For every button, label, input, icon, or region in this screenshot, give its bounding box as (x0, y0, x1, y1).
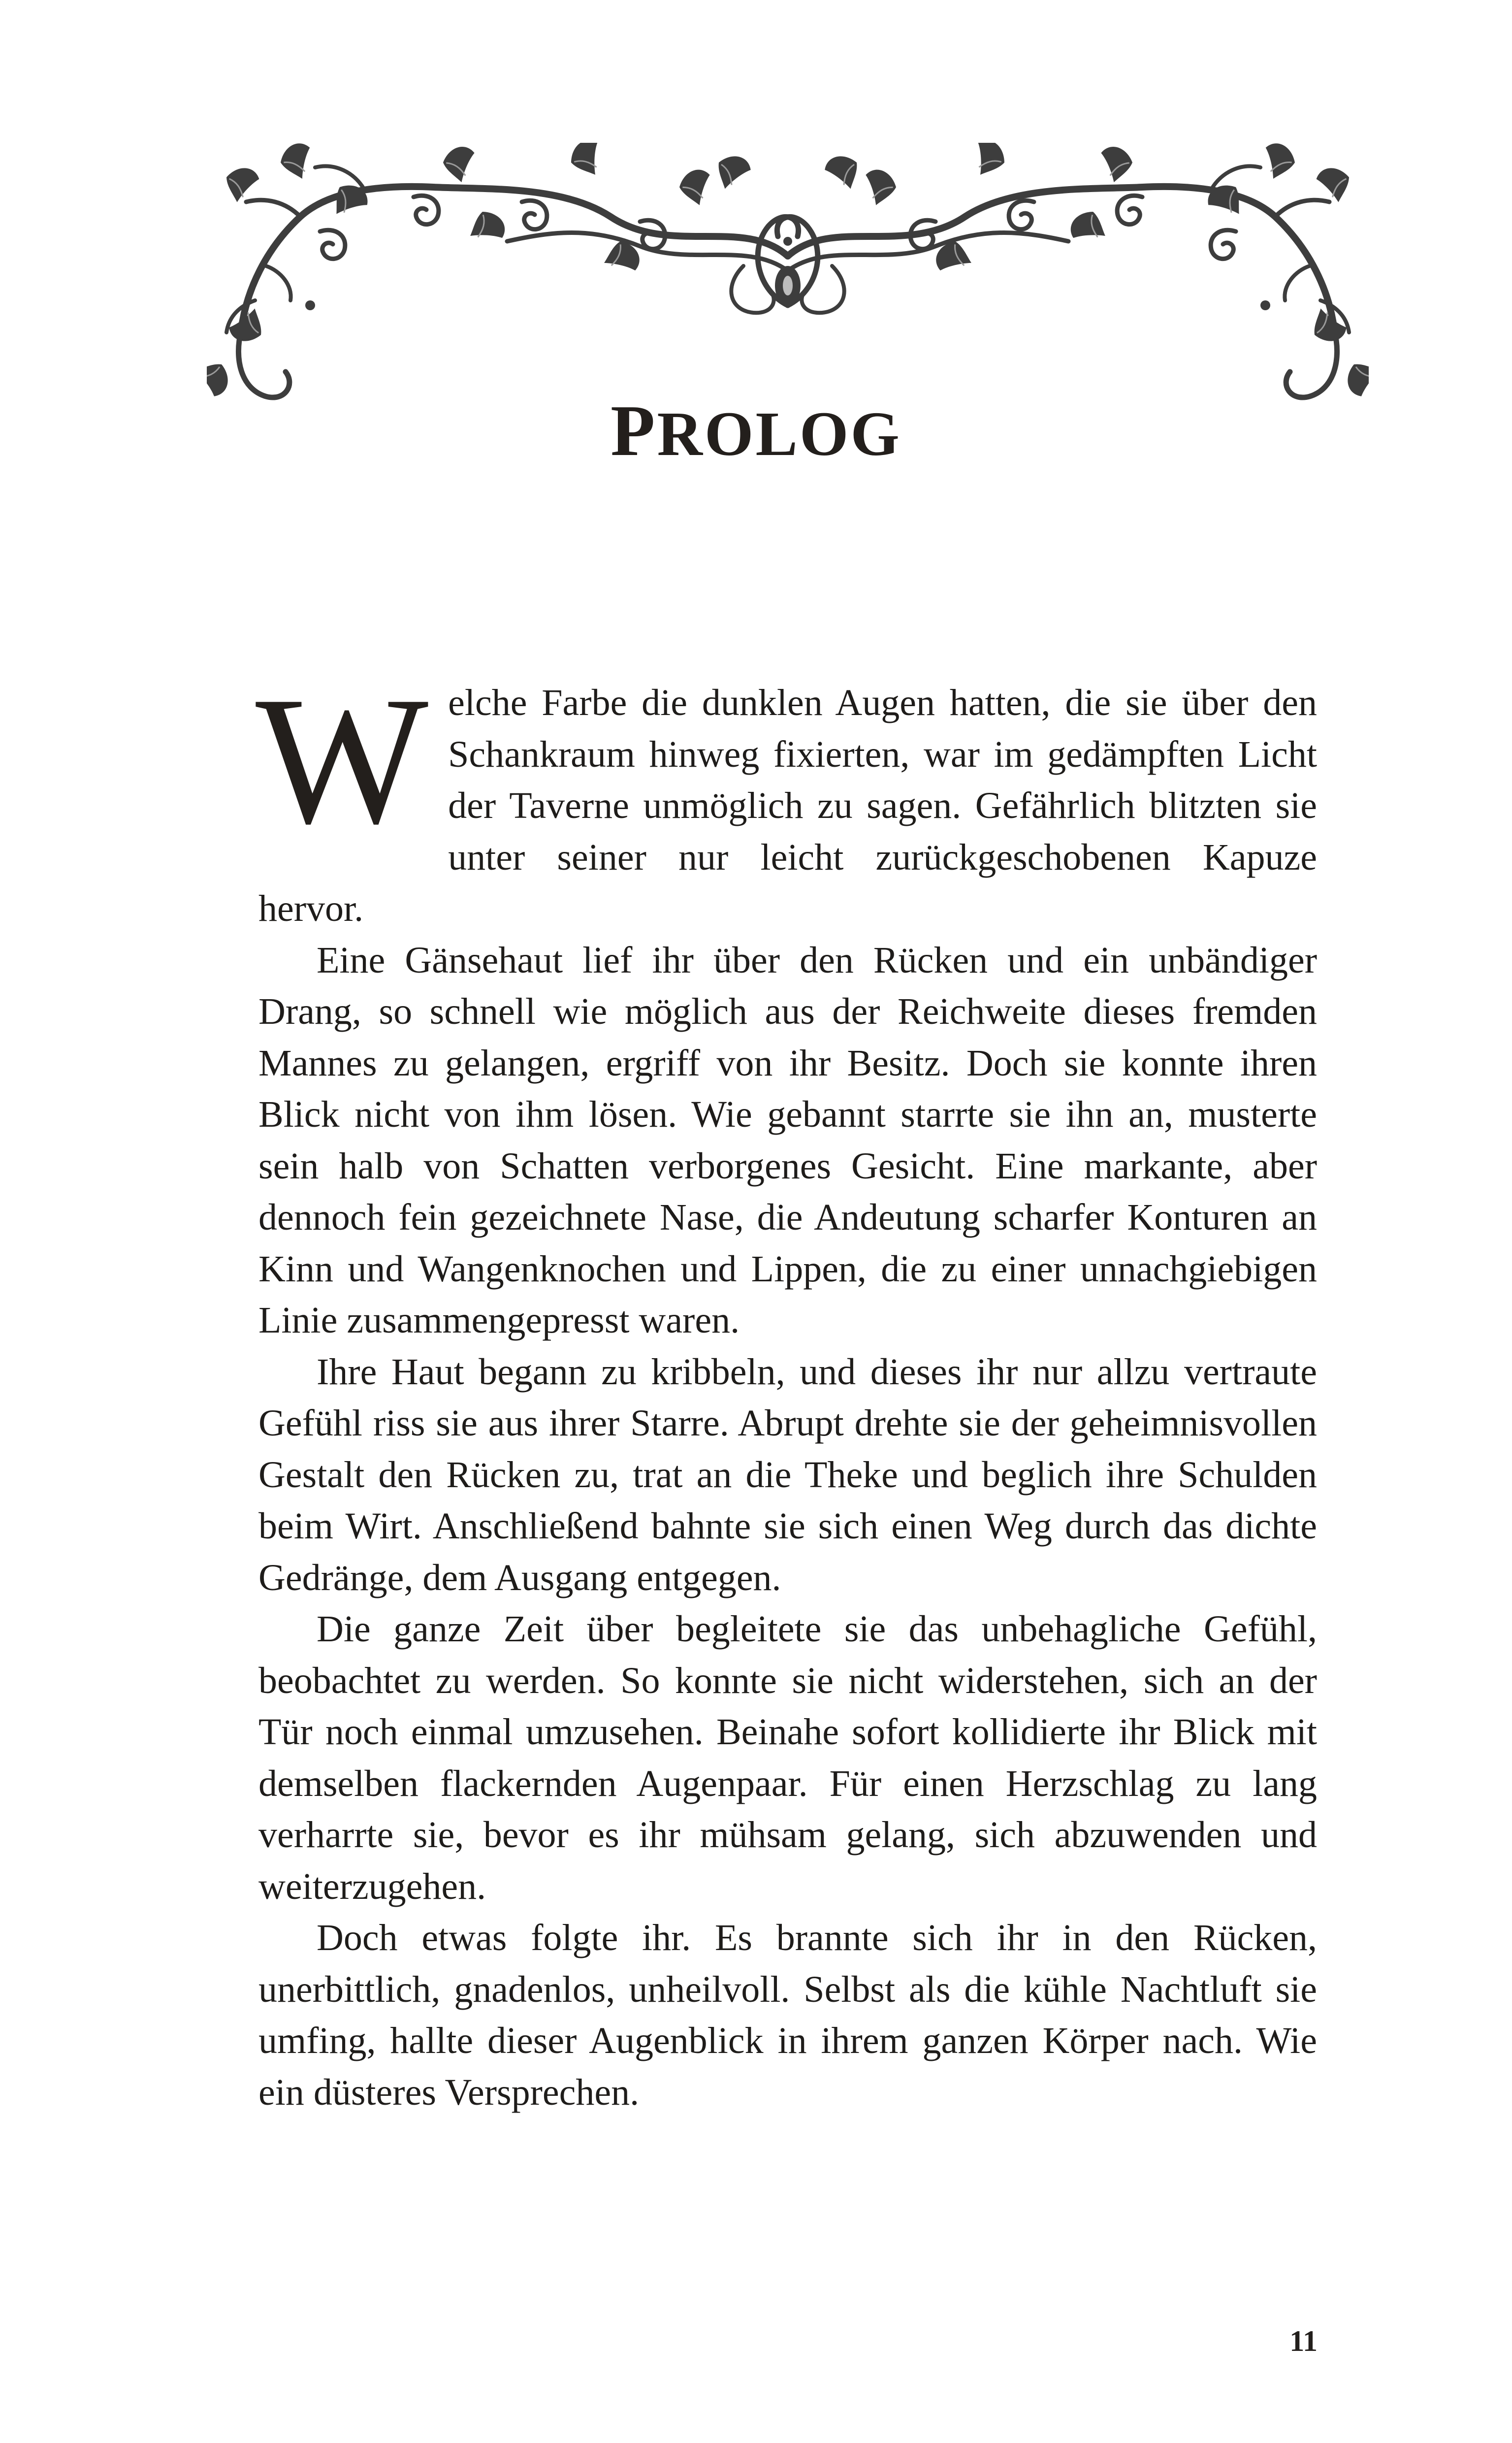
paragraph-3: Ihre Haut begann zu kribbeln, und dieses ihr nur allzu vertraute Gefühl riss sie aus ihrer Starre. Abrupt drehte sie der geheimnisvollen Gestalt den Rücken zu, trat an die Theke und beglich ihre Schulden beim Wirt. Anschließend bahnte sie sich einen Weg durch das dichte Gedränge, dem Ausgang entgegen. (258, 1351, 1317, 1598)
paragraph-2: Eine Gänsehaut lief ihr über den Rücken und ein unbändiger Drang, so schnell wie möglich aus der Reichweite dieses fremden Mannes zu gelangen, ergriff von ihr Besitz. Doch sie konnte ihren Blick nicht von ihm lösen. Wie gebannt starrte sie ihn an, musterte sein halb von Schatten verborgenes Gesicht. Eine markante, aber dennoch fein gezeichnete Nase, die Andeutung scharfer Konturen an Kinn und Wangenknochen und Lippen, die zu einer unnachgiebigen Linie zusammengepresst waren. (258, 939, 1317, 1341)
chapter-title-rest: ROLOG (657, 399, 901, 469)
chapter-body (256, 659, 1317, 2118)
paragraph-4: Die ganze Zeit über begleitete sie das unbehagliche Gefühl, beobachtet zu werden. So konnte sie nicht widerstehen, sich an der Tür noch einmal umzusehen. Beinahe sofort kollidierte ihr Blick mit demselben flackernden Augenpaar. Für einen Herzschlag zu lang verharrte sie, bevor es ihr mühsam gelang, sich abzuwenden und weiterzugehen. (258, 1608, 1317, 1907)
paragraph-1-text: elche Farbe die dunklen Augen hatten, die sie über den Schankraum hinweg fixierten, war im gedämpften Licht der Taverne unmöglich zu sagen. Gefährlich blitzten sie unter seiner nur leicht zurückgeschobenen Kapuze hervor. (258, 682, 1317, 929)
paragraph-1 (256, 659, 1317, 935)
chapter-title (0, 389, 1512, 473)
floral-vine-ornament (207, 143, 1369, 423)
chapter-title-initial: P (611, 391, 657, 471)
page-number: 11 (1289, 2325, 1318, 2357)
paragraph-5: Doch etwas folgte ihr. Es brannte sich ihr in den Rücken, unerbittlich, gnadenlos, unheilvoll. Selbst als die kühle Nachtluft sie umfing, hallte dieser Augenblick in ihrem ganzen Körper nach. Wie ein düsteres Versprechen. (258, 1917, 1317, 2113)
drop-cap: W (256, 659, 429, 862)
